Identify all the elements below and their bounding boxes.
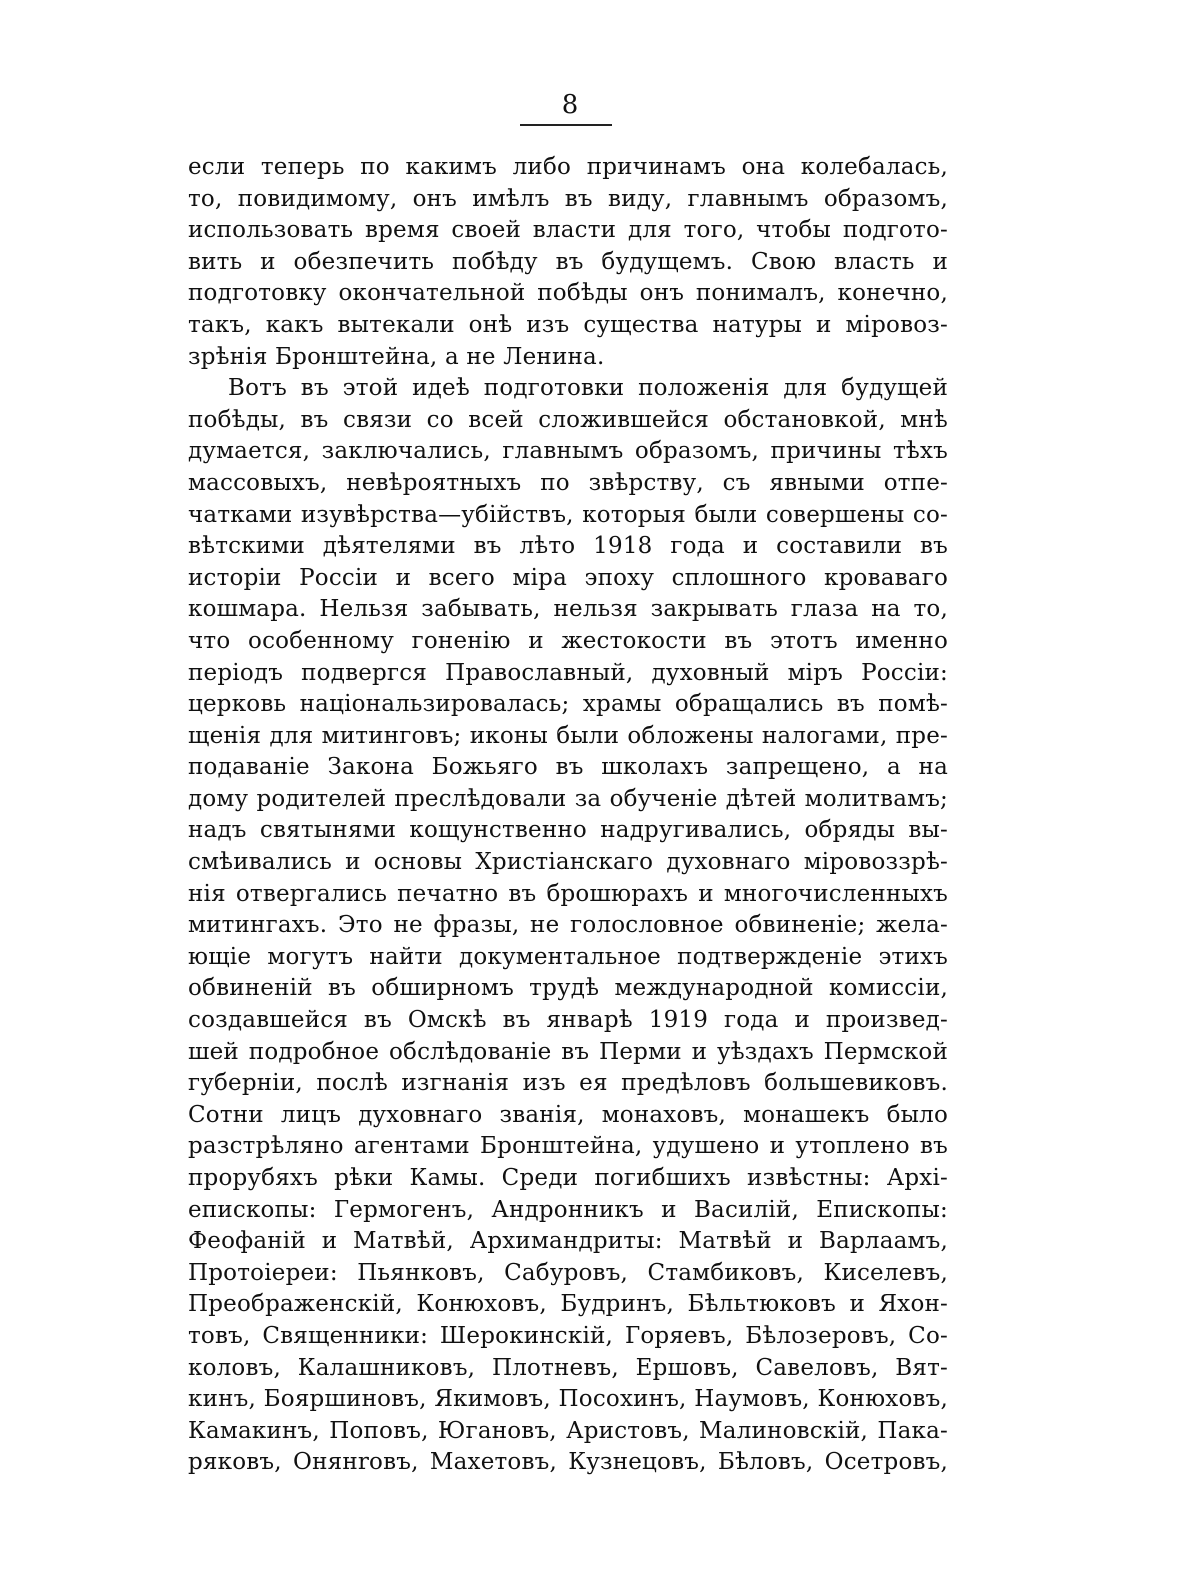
text-line: зрѣнія Бронштейна, а не Ленина. bbox=[188, 343, 605, 370]
text-line: прорубяхъ рѣки Камы. Среди погибшихъ извѣстны: Архі- bbox=[188, 1165, 948, 1191]
text-line: подаваніе Закона Божьяго въ школахъ запрещено, а на bbox=[188, 754, 948, 781]
text-line: обвиненій въ обширномъ трудѣ международной комиссіи, bbox=[188, 975, 948, 1002]
text-line: нія отвергались печатно въ брошюрахъ и многочисленныхъ bbox=[188, 880, 948, 907]
text-line: смѣивались и основы Христіанскаго духовнаго міровоззрѣ- bbox=[188, 849, 948, 876]
text-line: Протоіереи: Пьянковъ, Сабуровъ, Стамбиковъ, Киселевъ, bbox=[188, 1259, 948, 1286]
text-line: разстрѣляно агентами Бронштейна, удушено и утоплено въ bbox=[188, 1133, 948, 1160]
text-line: то, повидимому, онъ имѣлъ въ виду, главнымъ образомъ, bbox=[188, 185, 948, 212]
text-line: если теперь по какимъ либо причинамъ она колебалась, bbox=[188, 154, 948, 180]
text-line: вѣтскими дѣятелями въ лѣто 1918 года и составили въ bbox=[188, 533, 948, 560]
text-line: что особенному гоненію и жестокости въ этотъ именно bbox=[188, 627, 948, 654]
text-line: чатками изувѣрства—убійствъ, которыя были совершены со- bbox=[188, 501, 948, 528]
text-line: исторіи Россіи и всего міра эпоху сплошного кроваваго bbox=[188, 564, 948, 591]
page-number: 8 bbox=[561, 90, 579, 120]
text-line: вить и обезпечить побѣду въ будущемъ. Свою власть и bbox=[188, 248, 948, 275]
text-line: митингахъ. Это не фразы, не голословное обвиненіе; жела- bbox=[188, 912, 948, 939]
text-line: массовыхъ, невѣроятныхъ по звѣрству, съ явными отпе- bbox=[188, 469, 948, 496]
text-line: Феофаній и Матвѣй, Архимандриты: Матвѣй и Варлаамъ, bbox=[188, 1228, 948, 1255]
text-line: церковь національзировалась; храмы обращались въ помѣ- bbox=[188, 691, 948, 718]
text-line: побѣды, въ связи со всей сложившейся обстановкой, мнѣ bbox=[188, 406, 948, 433]
text-line: коловъ, Калашниковъ, Плотневъ, Ершовъ, Савеловъ, Вят- bbox=[188, 1354, 948, 1381]
text-line: товъ, Священники: Шерокинскій, Горяевъ, Бѣлозеровъ, Со- bbox=[188, 1322, 948, 1349]
text-line: шей подробное обслѣдованіе въ Перми и уѣздахъ Пермской bbox=[188, 1038, 948, 1065]
text-line: ющіе могутъ найти документальное подтвержденіе этихъ bbox=[188, 943, 948, 970]
text-line: ряковъ, Онянrовъ, Махетовъ, Кузнецовъ, Бѣловъ, Осетровъ, bbox=[188, 1449, 948, 1476]
text-line: такъ, какъ вытекали онѣ изъ существа натуры и міровоз- bbox=[188, 311, 948, 338]
text-line: использовать время своей власти для того, чтобы подгото- bbox=[188, 217, 948, 244]
text-line: губерніи, послѣ изгнанія изъ ея предѣловъ большевиковъ. bbox=[188, 1070, 948, 1097]
text-line: думается, заключались, главнымъ образомъ, причины тѣхъ bbox=[188, 438, 948, 465]
text-line: кошмара. Нельзя забывать, нельзя закрывать глаза на то, bbox=[188, 596, 948, 623]
text-line: Вотъ въ этой идеѣ подготовки положенія для будущей bbox=[228, 375, 948, 402]
text-line: создавшейся въ Омскѣ въ январѣ 1919 года и произвед- bbox=[188, 1007, 948, 1034]
text-line: щенія для митинговъ; иконы были обложены налогами, пре- bbox=[188, 722, 948, 749]
header-rule bbox=[520, 124, 612, 126]
text-line: надъ святынями кощунственно надругивались, обряды вы- bbox=[188, 817, 948, 844]
text-line: періодъ подвергся Православный, духовный міръ Россіи: bbox=[188, 659, 948, 686]
text-line: Сотни лицъ духовнаго званія, монаховъ, монашекъ было bbox=[188, 1101, 948, 1128]
text-line: Камакинъ, Поповъ, Югановъ, Аристовъ, Малиновскій, Пака- bbox=[188, 1417, 948, 1444]
text-line: подготовку окончательной побѣды онъ понималъ, конечно, bbox=[188, 280, 948, 307]
text-line: епископы: Гермогенъ, Андронникъ и Василій, Епископы: bbox=[188, 1196, 948, 1223]
body-text bbox=[188, 152, 948, 1479]
text-line: кинъ, Бояршиновъ, Якимовъ, Посохинъ, Наумовъ, Конюховъ, bbox=[188, 1386, 948, 1413]
text-line: Преображенскій, Конюховъ, Будринъ, Бѣльтюковъ и Яхон- bbox=[188, 1291, 948, 1318]
text-line: дому родителей преслѣдовали за обученіе дѣтей молитвамъ; bbox=[188, 785, 948, 812]
